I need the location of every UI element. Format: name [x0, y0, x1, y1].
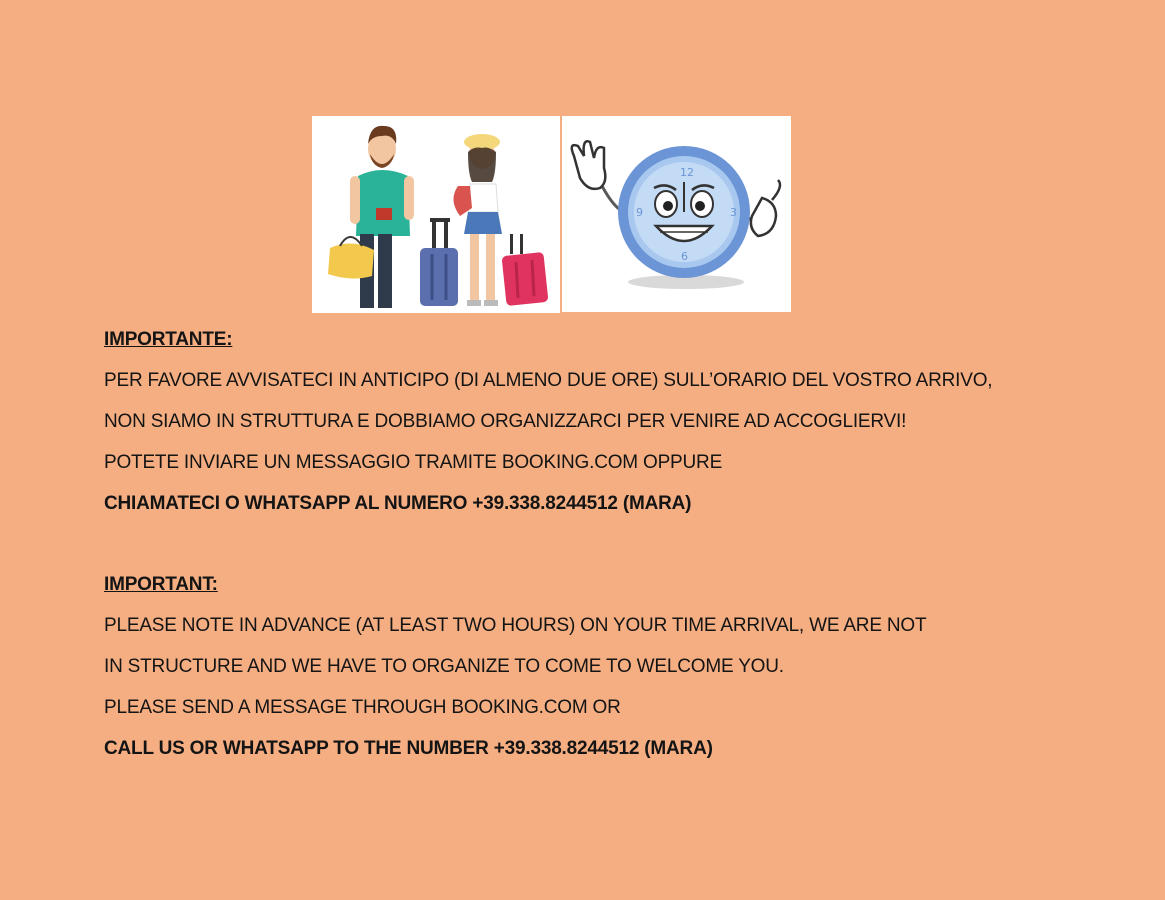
english-heading: IMPORTANT:: [104, 574, 218, 595]
svg-text:3: 3: [730, 206, 737, 219]
svg-text:12: 12: [680, 166, 694, 179]
english-line-1: PLEASE NOTE IN ADVANCE (AT LEAST TWO HOURS) ON YOUR TIME ARRIVAL, WE ARE NOT: [104, 615, 927, 636]
italian-line-2: NON SIAMO IN STRUTTURA E DOBBIAMO ORGANIZZARCI PER VENIRE AD ACCOGLIERVI!: [104, 411, 907, 432]
travelers-with-luggage-icon: [312, 116, 560, 313]
clock-illustration: [562, 116, 791, 312]
svg-text:9: 9: [636, 206, 643, 219]
italian-heading: IMPORTANTE:: [104, 329, 233, 350]
italian-notice: [104, 319, 1104, 524]
travelers-illustration: [312, 116, 560, 313]
italian-contact-line: CHIAMATECI O WHATSAPP AL NUMERO +39.338.8244512 (MARA): [104, 493, 692, 514]
english-line-3: PLEASE SEND A MESSAGE THROUGH BOOKING.COM OR: [104, 697, 621, 718]
smiling-clock-icon: [562, 116, 791, 312]
english-line-2: IN STRUCTURE AND WE HAVE TO ORGANIZE TO COME TO WELCOME YOU.: [104, 656, 784, 677]
italian-line-3: POTETE INVIARE UN MESSAGGIO TRAMITE BOOKING.COM OPPURE: [104, 452, 723, 473]
english-contact-line: CALL US OR WHATSAPP TO THE NUMBER +39.338.8244512 (MARA): [104, 738, 713, 759]
svg-text:6: 6: [681, 250, 688, 263]
english-notice: [104, 564, 1104, 769]
italian-line-1: PER FAVORE AVVISATECI IN ANTICIPO (DI ALMENO DUE ORE) SULL’ORARIO DEL VOSTRO ARRIVO,: [104, 370, 993, 391]
